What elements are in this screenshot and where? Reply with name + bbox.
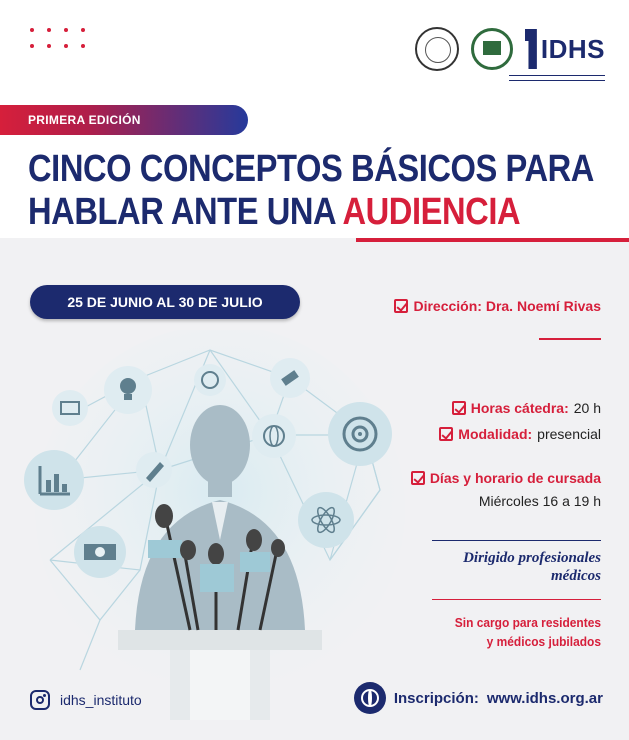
- director-divider: [539, 338, 601, 340]
- checkbox-icon: [439, 427, 453, 441]
- free-line-1: Sin cargo para residentes: [454, 615, 601, 630]
- globe-icon: [354, 682, 386, 714]
- page-title: [28, 148, 594, 234]
- target-line-1: Dirigido profesionales: [463, 550, 601, 566]
- registration-link[interactable]: [354, 682, 603, 714]
- speaker-network-illustration: [20, 330, 420, 740]
- mail-icon: [52, 390, 88, 426]
- idhs-logo-subtext: [509, 75, 605, 81]
- registration-url[interactable]: www.idhs.org.ar: [486, 689, 603, 707]
- modality-label: Modalidad:: [458, 426, 533, 442]
- title-highlight: AUDIENCIA: [342, 191, 521, 233]
- idhs-logo: [525, 29, 605, 69]
- title-line-2-start: HABLAR ANTE UNA: [28, 191, 343, 233]
- title-underline: [356, 238, 629, 242]
- director-line: [394, 296, 601, 316]
- chart-icon: [24, 450, 84, 510]
- schedule-line: [411, 468, 601, 488]
- award-icon: [74, 526, 126, 578]
- free-divider: [432, 599, 601, 600]
- free-line-2: y médicos jubilados: [486, 634, 601, 649]
- satellite-icon: [270, 358, 310, 398]
- dates-badge: 25 DE JUNIO AL 30 DE JULIO: [30, 285, 300, 319]
- dollar-icon: [194, 364, 226, 396]
- checkbox-icon: [394, 299, 408, 313]
- schedule-label: Días y horario de cursada: [429, 470, 601, 486]
- atom-icon: [298, 492, 354, 548]
- target-audience: [401, 549, 601, 585]
- lightbulb-icon: [104, 366, 152, 414]
- checkbox-icon: [411, 471, 425, 485]
- hours-value: 20 h: [573, 400, 601, 416]
- pencil-icon: [136, 452, 172, 488]
- target-divider: [432, 540, 601, 541]
- instagram-icon: [30, 690, 50, 710]
- medical-seal-logo: [471, 28, 513, 70]
- logos: [415, 24, 605, 74]
- institution-seal-logo: [415, 27, 459, 71]
- instagram-link[interactable]: [30, 690, 142, 710]
- title-line-2: [28, 191, 535, 234]
- modality-line: [439, 424, 601, 444]
- checkbox-icon: [452, 401, 466, 415]
- registration-label: Inscripción:: [393, 689, 479, 707]
- idhs-mark-icon: [525, 29, 537, 69]
- target-icon: [328, 402, 392, 466]
- edition-banner: PRIMERA EDICIÓN: [0, 105, 248, 135]
- target-line-2: médicos: [551, 568, 601, 584]
- decorative-dots: [30, 28, 86, 52]
- schedule-value: Miércoles 16 a 19 h: [478, 493, 601, 509]
- free-note: [399, 613, 601, 651]
- hours-line: [452, 398, 601, 418]
- globe-icon: [252, 414, 296, 458]
- instagram-handle: idhs_instituto: [60, 692, 142, 708]
- idhs-logo-text: IDHS: [540, 33, 605, 64]
- title-line-1: CINCO CONCEPTOS BÁSICOS PARA: [28, 148, 594, 190]
- director-text: Dirección: Dra. Noemí Rivas: [413, 298, 601, 314]
- hours-label: Horas cátedra:: [470, 400, 569, 416]
- modality-value: presencial: [537, 426, 601, 442]
